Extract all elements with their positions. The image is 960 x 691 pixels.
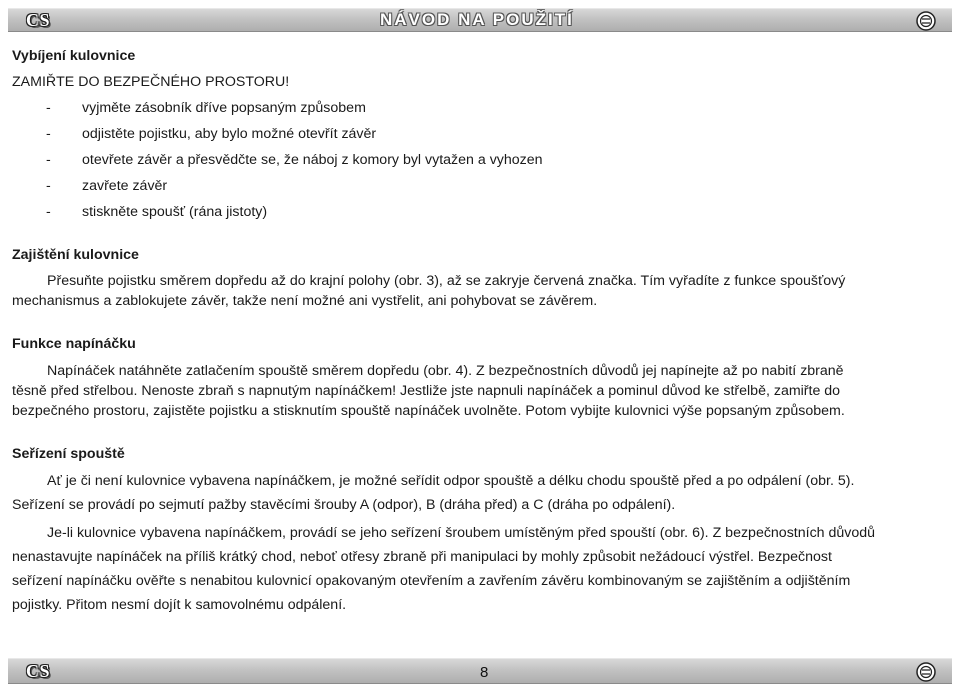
paragraph-line: mechanismus a zablokujete závěr, takže není možné ani vystřelit, ani pohybovat se závěrem. <box>12 293 598 309</box>
list-dash: - <box>46 178 51 194</box>
section-heading-unloading: Vybíjení kulovnice <box>12 48 136 64</box>
language-mark: CS <box>26 661 51 681</box>
section-heading-safety: Zajištění kulovnice <box>12 247 139 263</box>
paragraph-line: Ať je či není kulovnice vybavena napínáčkem, je možné seřídit odpor spouště a délku chodu spouště před a po odpálení (obr. 5). <box>47 473 855 489</box>
brand-logo-icon <box>916 662 936 682</box>
section-heading-trigger-adjustment: Seřízení spouště <box>12 446 125 462</box>
list-dash: - <box>46 152 51 168</box>
list-dash: - <box>46 100 51 116</box>
list-item-text: vyjměte zásobník dříve popsaným způsobem <box>82 100 366 116</box>
paragraph-line: těsně před střelbou. Nenoste zbraň s napnutým napínáčkem! Jestliže jste napnuli napínáček a pominul důvod ke střelbě, zamiřte do <box>12 383 841 399</box>
list-item-text: zavřete závěr <box>82 178 168 194</box>
page-header-band <box>8 8 952 32</box>
paragraph-line: Přesuňte pojistku směrem dopředu až do krajní polohy (obr. 3), až se zakryje červená značka. Tím vyřadíte z funkce spoušťový <box>47 273 846 289</box>
paragraph-line: nenastavujte napínáček na příliš krátký chod, neboť otřesy zbraně při manipulaci by mohly způsobit nežádoucí výstřel. Bezpečnost <box>12 549 832 565</box>
page-footer-band <box>8 658 952 684</box>
section-heading-set-trigger: Funkce napínáčku <box>12 336 136 352</box>
paragraph-line: bezpečného prostoru, zajistěte pojistku a stisknutím spouště napínáček uvolněte. Potom vybijte kulovnici výše popsaným způsobem. <box>12 403 845 419</box>
list-dash: - <box>46 204 51 220</box>
manual-title: NÁVOD NA POUŽITÍ <box>380 10 574 29</box>
brand-logo-icon <box>916 11 936 31</box>
list-dash: - <box>46 126 51 142</box>
page-number: 8 <box>480 664 489 681</box>
list-item-text: odjistěte pojistku, aby bylo možné otevřít závěr <box>82 126 377 142</box>
paragraph-line: Napínáček natáhněte zatlačením spouště směrem dopředu (obr. 4). Z bezpečnostních důvodů jej napínejte až po nabití zbraně <box>47 363 844 379</box>
language-mark: CS <box>26 10 51 30</box>
safety-warning: ZAMIŘTE DO BEZPEČNÉHO PROSTORU! <box>12 74 290 90</box>
list-item-text: stiskněte spoušť (rána jistoty) <box>82 204 268 220</box>
paragraph-line: pojistky. Přitom nesmí dojít k samovolnému odpálení. <box>12 597 347 613</box>
paragraph-line: Seřízení se provádí po sejmutí pažby stavěcími šrouby A (odpor), B (dráha před) a C (dráha po odpálení). <box>12 497 676 513</box>
paragraph-line: seřízení napínáčku ověřte s nenabitou kulovnicí opakovaným otevřením a zavřením závěru kombinovaným se zajištěním a odjištěním <box>12 573 851 589</box>
list-item-text: otevřete závěr a přesvědčte se, že náboj z komory byl vytažen a vyhozen <box>82 152 543 168</box>
paragraph-line: Je-li kulovnice vybavena napínáčkem, provádí se jeho seřízení šroubem umístěným před spouští (obr. 6). Z bezpečnostních důvodů <box>47 525 876 541</box>
